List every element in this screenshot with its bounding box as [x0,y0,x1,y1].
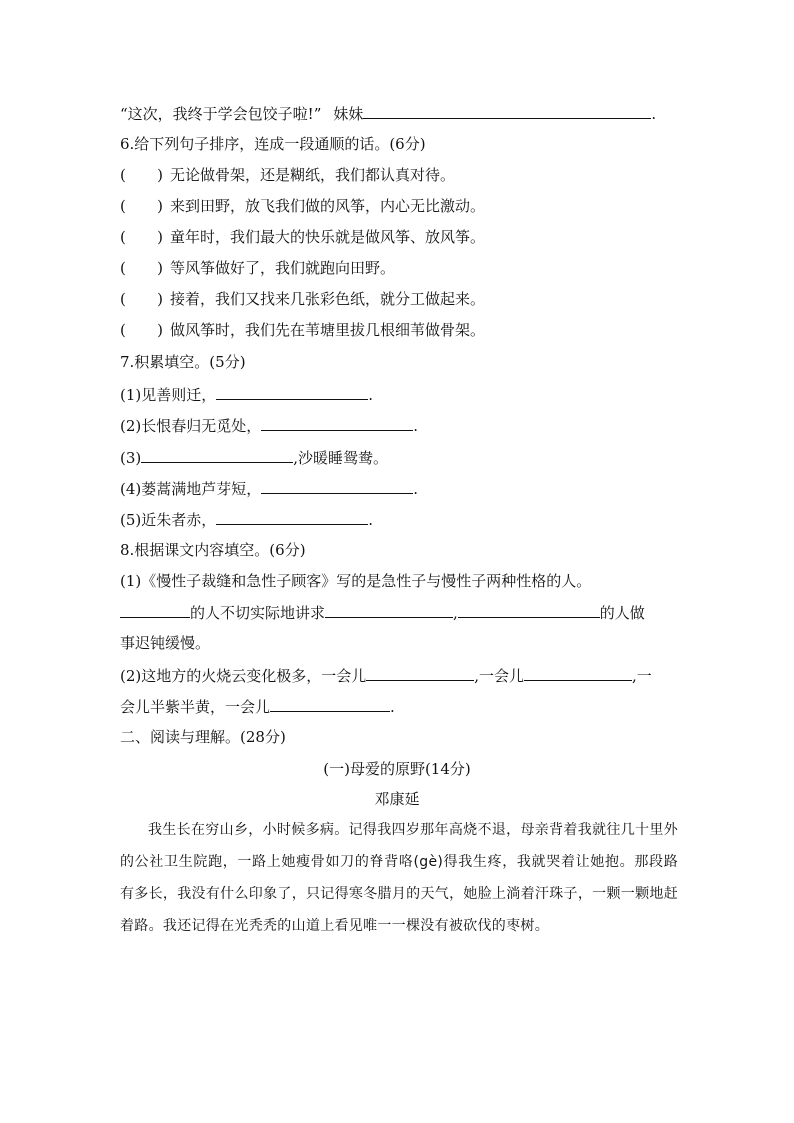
q6-item: ( ) 等风筝做好了，我们就跑向田野。 [120,259,396,277]
q6-item: ( ) 无论做骨架，还是糊纸，我们都认真对待。 [120,166,456,184]
order-paren[interactable]: ( ) [120,166,163,184]
answer-blank[interactable] [261,415,413,431]
order-paren[interactable]: ( ) [120,259,163,277]
section2-title: 二、阅读与理解。(28分) [120,728,286,746]
answer-blank[interactable] [458,602,600,618]
q6-item: ( ) 来到田野，放飞我们做的风筝，内心无比激动。 [120,197,486,215]
passage-body [120,814,678,942]
answer-blank[interactable] [366,665,474,681]
q8-p1-line1: (1)《慢性子裁缝和急性子顾客》写的是急性子与慢性子两种性格的人。 [120,572,592,590]
q6-item: ( ) 童年时，我们最大的快乐就是做风筝、放风筝。 [120,228,486,246]
passage-title: (一)母爱的原野(14分) [323,760,471,778]
order-paren[interactable]: ( ) [120,197,163,215]
q8-p2-line1: (2)这地方的火烧云变化极多，一会儿 ,一会儿 ,一 [120,667,652,685]
q6-item: ( ) 接着，我们又找来几张彩色纸，就分工做起来。 [120,290,486,308]
q8-p1-line2: 的人不切实际地讲求 , 的人做 [120,602,645,623]
answer-blank[interactable] [120,602,190,618]
quote-text: “这次，我终于学会包饺子啦!” [120,105,322,123]
q5-last-line: “这次，我终于学会包饺子啦!” 妹妹 . [120,105,657,123]
q8-title: 8.根据课文内容填空。(6分) [120,541,306,559]
q7-item: (1)见善则迁， . [120,386,374,404]
q6-item: ( ) 做风筝时，我们先在苇塘里拔几根细苇做骨架。 [120,321,486,339]
q8-p1-line3: 事迟钝缓慢。 [120,634,211,652]
answer-blank[interactable] [524,665,632,681]
q8-p2-line2: 会儿半紫半黄，一会儿 . [120,698,395,716]
answer-blank[interactable] [325,602,453,618]
q7-item: (3) ,沙暖睡鸳鸯。 [120,449,389,467]
answer-blank[interactable] [216,384,368,400]
q7-item: (5)近朱者赤， . [120,511,374,529]
speaker-text: 妹妹 [333,105,364,123]
answer-blank[interactable] [141,447,293,463]
order-paren[interactable]: ( ) [120,321,163,339]
answer-blank[interactable] [216,509,368,525]
q7-title: 7.积累填空。(5分) [120,353,246,371]
passage-paragraph: 我生长在穷山乡，小时候多病。记得我四岁那年高烧不退，母亲背着我就往几十里外的公社卫生院跑，一路上她瘦骨如刀的脊背咯(gè)得我生疼，我就哭着让她抱。那段路有多长，我没有什么印象了，只记得寒冬腊月的天气，她脸上淌着汗珠子，一颗一颗地赶着路。我还记得在光秃秃的山道上看见唯一一棵没有被砍伐的枣树。 [120,822,678,934]
order-paren[interactable]: ( ) [120,290,163,308]
q7-item: (4)蒌蒿满地芦芽短， . [120,480,419,498]
q7-item: (2)长恨春归无觅处， . [120,417,419,435]
passage-author: 邓康延 [374,790,420,808]
q6-title: 6.给下列句子排序，连成一段通顺的话。(6分) [120,135,426,153]
answer-blank[interactable] [363,103,651,119]
order-paren[interactable]: ( ) [120,228,163,246]
answer-blank[interactable] [261,478,413,494]
answer-blank[interactable] [270,696,390,712]
